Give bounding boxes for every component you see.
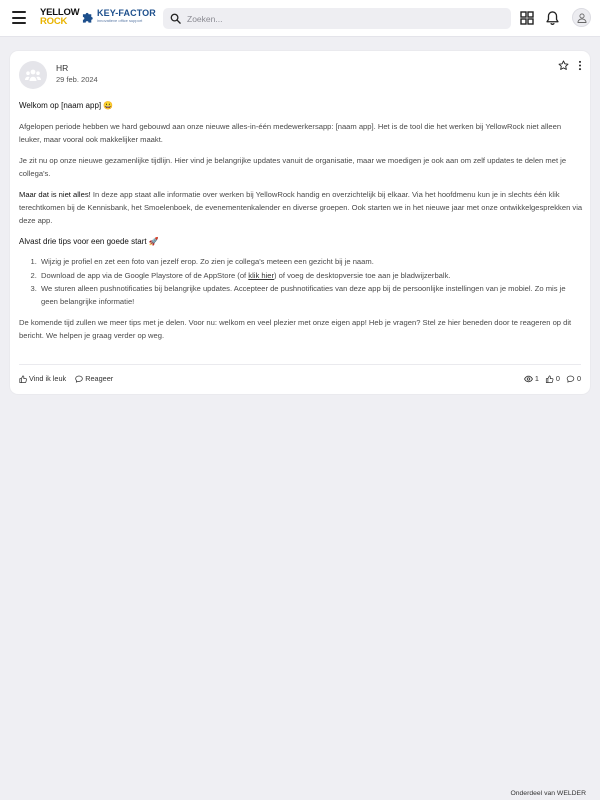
tips-list bbox=[39, 255, 584, 308]
tip-item: 1. Wijzig je profiel en zet een foto van jezelf erop. Zo zien je collega's meteen een gezicht bij je naam. bbox=[39, 255, 584, 268]
star-icon[interactable] bbox=[558, 60, 569, 71]
like-button[interactable] bbox=[19, 374, 66, 383]
divider bbox=[19, 364, 581, 365]
yellowrock-logo[interactable] bbox=[40, 9, 79, 26]
post-tips-heading: Alvast drie tips voor een goede start 🚀 bbox=[19, 236, 159, 246]
reply-button[interactable] bbox=[75, 374, 113, 383]
logo-keyfactor-tagline: innovatieve office support bbox=[97, 18, 143, 23]
post-stats bbox=[518, 374, 581, 383]
search-input[interactable] bbox=[187, 10, 502, 27]
tip2-text-before: Download de app via de Google Playstore of de AppStore (of bbox=[41, 270, 249, 280]
thumbs-up-icon bbox=[545, 375, 554, 383]
author-avatar[interactable] bbox=[19, 61, 47, 89]
tip-item bbox=[39, 269, 584, 282]
post-paragraph-intro: Afgelopen periode hebben we hard gebouwd aan onze nieuwe alles-in-één medewerkersapp: [naam app]. Het is de tool die het werken bij YellowRock niet alleen leuker, maar vooral ook makkelijker maakt. bbox=[19, 121, 562, 144]
post-actions bbox=[19, 374, 122, 383]
likes-count: 0 bbox=[555, 374, 560, 383]
post-paragraph-closing: De komende tijd zullen we meer tips met je delen. Voor nu: welkom en veel plezier met onze eigen app! Heb je vragen? Stel ze hier beneden door te reageren op dit bericht. We helpen je graag verder op weg. bbox=[19, 317, 572, 340]
eye-icon bbox=[524, 375, 533, 383]
likes-stat bbox=[545, 374, 560, 383]
apps-icon[interactable] bbox=[520, 11, 534, 25]
search-icon bbox=[170, 13, 181, 24]
post-paragraph-timeline: Je zit nu op onze nieuwe gezamenlijke tijdlijn. Hier vind je belangrijke updates vanuit de organisatie, maar we moedigen je ook aan om zelf updates te delen met je collega's. bbox=[19, 155, 567, 178]
timeline-post-card bbox=[10, 51, 590, 394]
post-date: 29 feb. 2024 bbox=[56, 75, 98, 84]
bell-icon[interactable] bbox=[545, 10, 560, 26]
comments-stat bbox=[566, 374, 581, 383]
keyfactor-logo bbox=[82, 9, 156, 25]
user-icon bbox=[577, 13, 587, 23]
tip-item: 3. We sturen alleen pushnotificaties bij belangrijke updates. Accepteer de pushnotificaties van deze app bij de persoonlijke instellingen van je mobiel. Zo mis je geen belangrijke informatie! bbox=[39, 282, 584, 308]
more-options-icon[interactable] bbox=[577, 60, 583, 71]
post-bold-phrase: Maar dat is niet alles! bbox=[19, 189, 91, 199]
post-author[interactable]: HR bbox=[56, 63, 69, 73]
tip2-text-after: ) of voeg de desktopversie toe aan je bladwijzerbalk. bbox=[274, 270, 451, 280]
like-label: Vind ik leuk bbox=[29, 374, 67, 383]
menu-icon[interactable] bbox=[12, 11, 26, 24]
logo-keyfactor-title: KEY-FACTOR bbox=[97, 8, 156, 18]
search-bar[interactable] bbox=[163, 8, 511, 29]
post-paragraph-features bbox=[19, 188, 584, 228]
post-welcome-heading: Welkom op [naam app] 😀 bbox=[19, 101, 114, 110]
views-count: 1 bbox=[534, 374, 539, 383]
post-features-text: In deze app staat alle informatie over werken bij YellowRock handig en overzichtelijk bij elkaar. Via het hoofdmenu kun je in slechts één klik terechtkomen bij de Kennisbank, het Smoelenboek, de evenementenkalender en diverse groepen. Ook starten we in het nieuwe jaar met onze ontwikkelgesprekken via deze app. bbox=[19, 189, 583, 225]
click-here-link[interactable]: klik hier bbox=[248, 270, 275, 280]
logo-rock-text: ROCK bbox=[40, 15, 68, 27]
user-avatar-button[interactable] bbox=[572, 8, 591, 27]
post-body bbox=[19, 99, 584, 350]
group-icon bbox=[25, 69, 41, 81]
reply-label: Reageer bbox=[85, 374, 114, 383]
thumbs-up-icon bbox=[19, 375, 27, 383]
comments-count: 0 bbox=[576, 374, 581, 383]
views-stat bbox=[524, 374, 539, 383]
footer-credit[interactable]: Onderdeel van WELDER bbox=[510, 790, 586, 797]
puzzle-icon bbox=[82, 10, 95, 24]
logo-yellow-text: YELLOW bbox=[40, 7, 80, 18]
comment-icon bbox=[566, 375, 575, 383]
top-bar bbox=[0, 0, 600, 37]
comment-icon bbox=[75, 375, 83, 383]
